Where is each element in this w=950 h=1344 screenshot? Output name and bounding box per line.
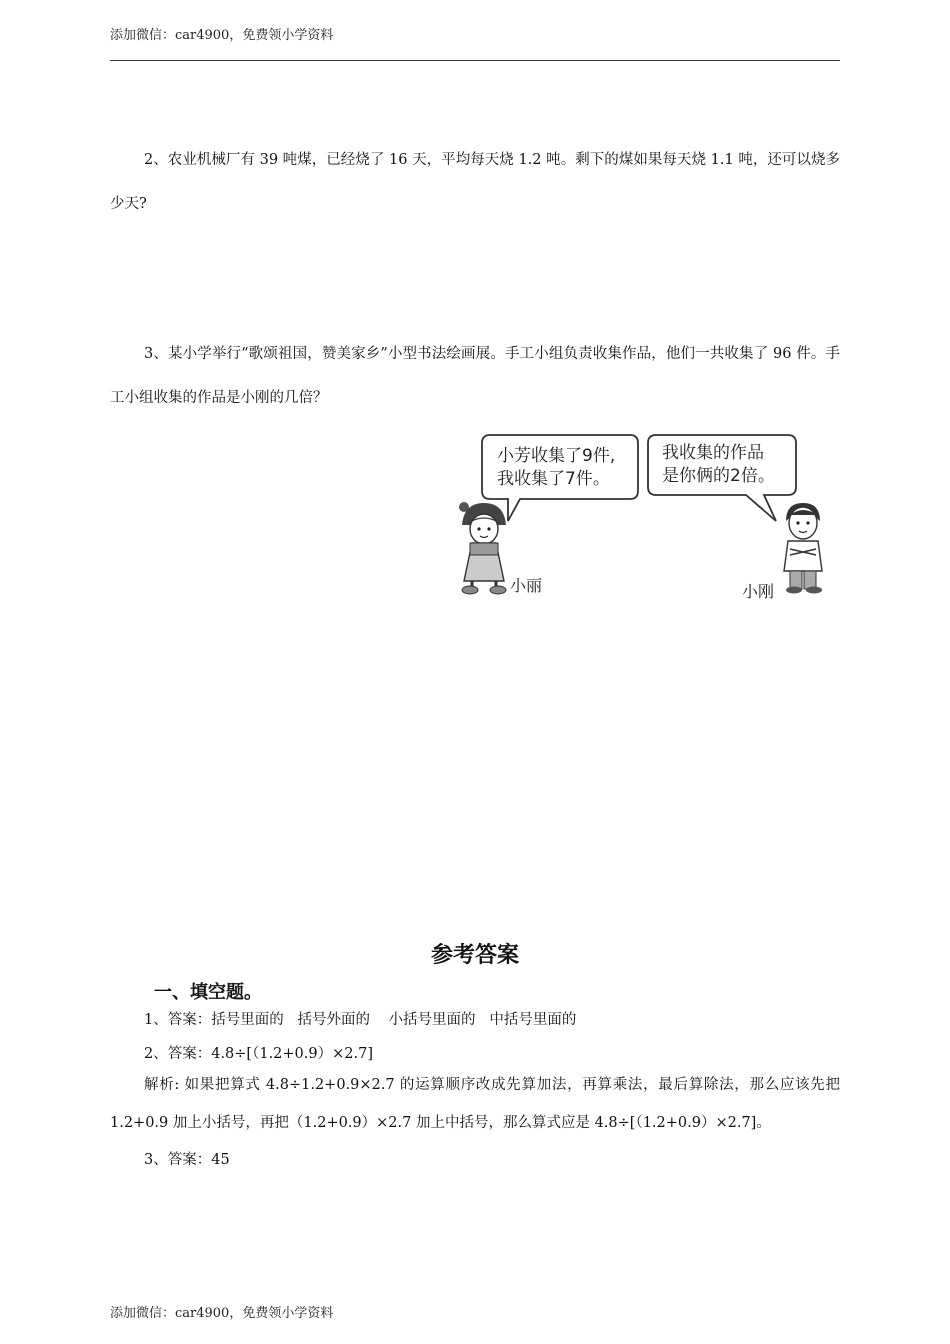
answer-2: 2、答案：4.8÷[（1.2+0.9）×2.7] bbox=[144, 1046, 373, 1062]
answer-3: 3、答案：45 bbox=[144, 1152, 230, 1168]
answer-1: 1、答案：括号里面的 括号外面的 小括号里面的 中括号里面的 bbox=[144, 1012, 577, 1028]
section-heading: 一、填空题。 bbox=[154, 982, 262, 1003]
header-divider bbox=[110, 60, 840, 61]
problem-2: 2、农业机械厂有 39 吨煤，已经烧了 16 天，平均每天烧 1.2 吨。剩下的煤如果每天烧 1.1 吨，还可以烧多少天? bbox=[110, 152, 840, 212]
bubble-left-line1: 小芳收集了9件, bbox=[497, 446, 616, 466]
bubble-right-line2: 是你俩的2倍。 bbox=[662, 466, 775, 486]
girl-figure bbox=[459, 502, 506, 594]
bubble-left-line2: 我收集了7件。 bbox=[497, 469, 610, 489]
answer-2-analysis: 解析: 如果把算式 4.8÷1.2+0.9×2.7 的运算顺序改成先算加法，再算乘法，最后算除法，那么应该先把 1.2+0.9 加上小括号，再把（1.2+0.9）×2.7 加上中括号，那么算式应是 4.8÷[（1.2+0.9）×2.7]。 bbox=[110, 1077, 840, 1131]
name-label-girl: 小丽 bbox=[510, 576, 543, 595]
name-label-boy: 小刚 bbox=[742, 582, 775, 601]
bubble-right-line1: 我收集的作品 bbox=[662, 443, 764, 463]
boy-figure bbox=[784, 503, 822, 594]
page-footer: 添加微信：car4900，免费领小学资料 bbox=[110, 1306, 334, 1321]
page-header: 添加微信：car4900，免费领小学资料 bbox=[110, 28, 334, 43]
problem-3: 3、某小学举行“歌颂祖国，赞美家乡”小型书法绘画展。手工小组负责收集作品，他们一共收集了 96 件。手工小组收集的作品是小刚的几倍？ bbox=[110, 346, 840, 406]
answer-title: 参考答案 bbox=[430, 942, 519, 968]
